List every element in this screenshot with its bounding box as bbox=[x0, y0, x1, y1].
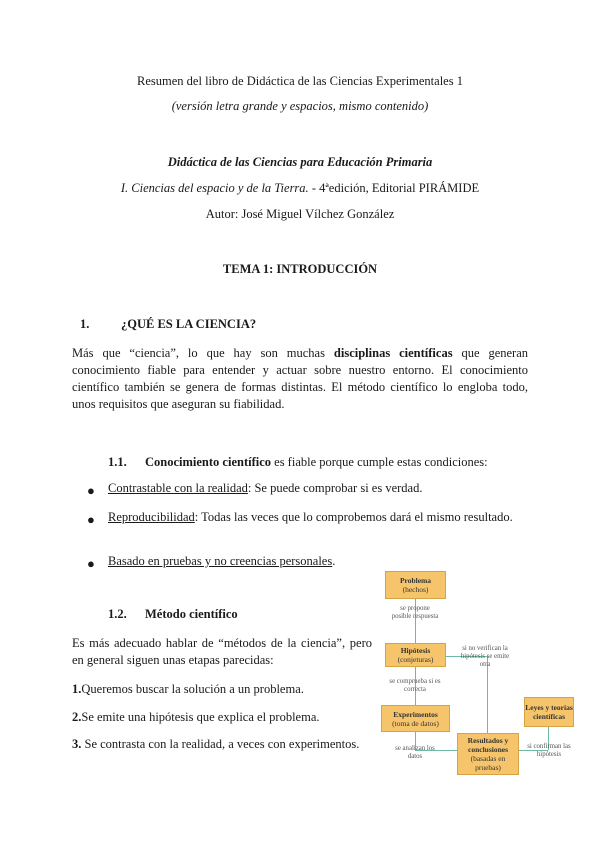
box-resultados: Resultados y conclusiones (basadas en pruebas) bbox=[457, 733, 519, 775]
step-item: 1.Queremos buscar la solución a un problema. bbox=[72, 682, 304, 696]
label-comprueba: se comprueba si es correcta bbox=[389, 678, 441, 693]
section12-heading: Método científico bbox=[145, 607, 238, 621]
box-leyes: Leyes y teorías científicas bbox=[524, 697, 574, 727]
section1-number: 1. bbox=[80, 317, 90, 331]
disciplinas-bold: disciplinas científicas bbox=[333, 346, 453, 360]
bullet-item: Reproducibilidad: Todas las veces que lo comprobemos dará el mismo resultado. bbox=[108, 510, 513, 524]
label-propone: se propone posible respuesta bbox=[391, 605, 439, 620]
section11-heading: Conocimiento científico es fiable porque cumple estas condiciones: bbox=[145, 455, 488, 469]
box-problema: Problema (hechos) bbox=[385, 571, 446, 599]
bullet-icon: ● bbox=[87, 483, 95, 498]
book-title: Didáctica de las Ciencias para Educación Primaria bbox=[167, 155, 433, 169]
document-subtitle: (versión letra grande y espacios, mismo contenido) bbox=[171, 99, 429, 113]
bullet-icon: ● bbox=[87, 556, 95, 571]
section1-paragraph: Más que “ciencia”, lo que hay son muchas disciplinas científicas que generan conocimiento fiable para entender y actuar sobre nuestro entorno. El conocimiento científico también se genera de formas distintas. El método científico lo engloba todo, unos requisitos que aseguran su fiabilidad. bbox=[72, 346, 529, 411]
book-part: I. Ciencias del espacio y de la Tierra. bbox=[120, 181, 309, 195]
step-item: 3. Se contrasta con la realidad, a veces con experimentos. bbox=[72, 737, 360, 751]
label-no-verifican: si no verifican la hipótesis se emite otra bbox=[460, 645, 510, 668]
label-confirman: si confirman las hipótesis bbox=[527, 743, 571, 758]
tema-heading: TEMA 1: INTRODUCCIÓN bbox=[222, 262, 378, 276]
book-author: Autor: José Miguel Vílchez González bbox=[205, 207, 395, 221]
book-edition-line bbox=[0, 181, 600, 196]
step-item: 2.Se emite una hipótesis que explica el problema. bbox=[72, 710, 320, 724]
box-hipotesis: Hipótesis (conjeturas) bbox=[385, 643, 446, 667]
document-title: Resumen del libro de Didáctica de las Ciencias Experimentales 1 bbox=[137, 74, 463, 88]
bullet-item: Contrastable con la realidad: Se puede comprobar si es verdad. bbox=[108, 481, 423, 495]
label-analizan: se analizan los datos bbox=[395, 745, 435, 760]
section12-intro: Es más adecuado hablar de “métodos de la ciencia”, pero en general siguen unas etapas parecidas: bbox=[72, 636, 372, 667]
box-experimentos: Experimentos (toma de datos) bbox=[381, 705, 450, 732]
bullet-icon: ● bbox=[87, 512, 95, 527]
section12-number: 1.2. bbox=[108, 607, 127, 621]
section11-number: 1.1. bbox=[108, 455, 127, 469]
book-edition: - 4ªedición, Editorial PIRÁMIDE bbox=[311, 181, 480, 195]
bullet-item: Basado en pruebas y no creencias personales. bbox=[108, 554, 336, 568]
section1-heading: ¿QUÉ ES LA CIENCIA? bbox=[121, 317, 257, 331]
